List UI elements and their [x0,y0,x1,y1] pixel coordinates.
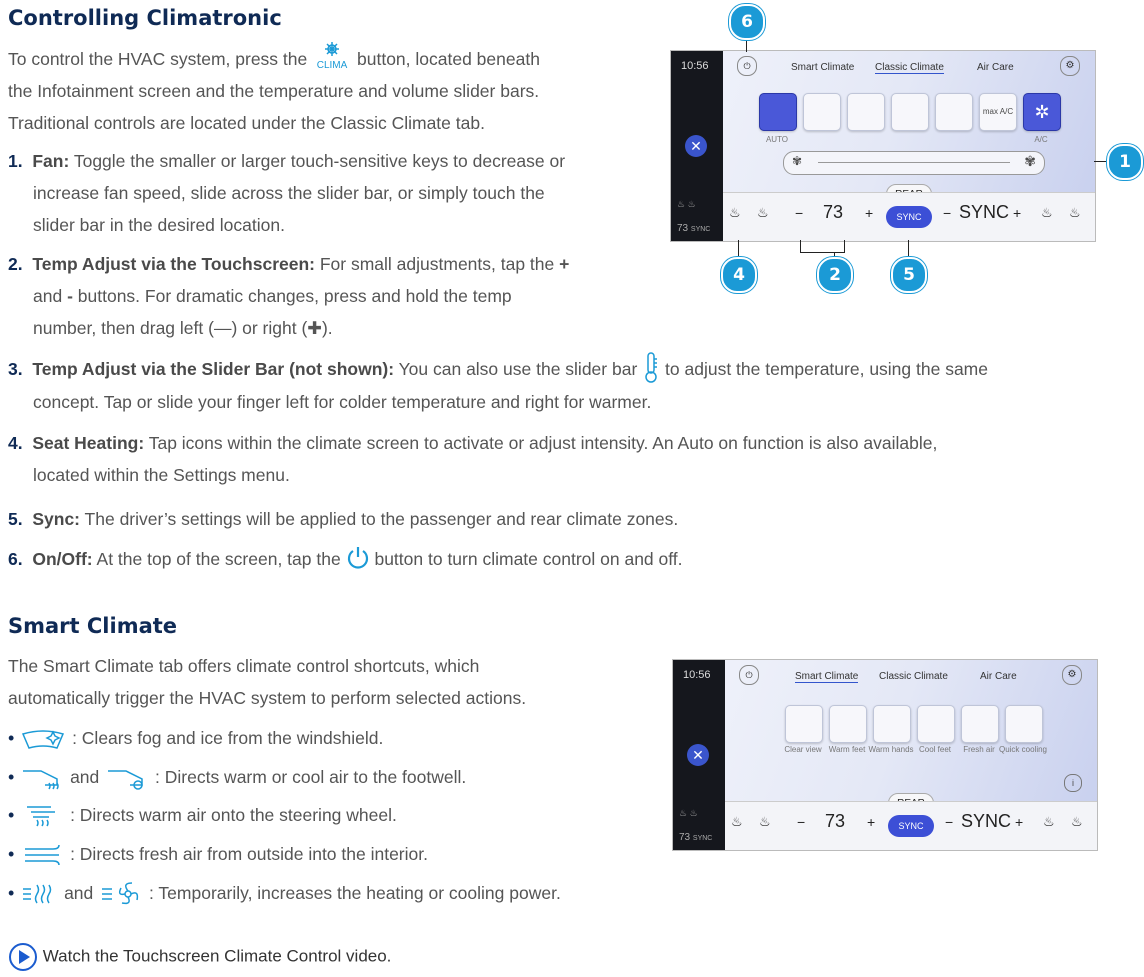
callout-1: 1 [1107,144,1143,180]
intro-paragraph: To control the HVAC system, press the CLIMA button, located beneath the Infotainment screen and the temperature and volume slider bars. Traditional controls are located under the Classic Climate tab. [8,43,658,139]
temp-plus-button[interactable]: + [867,814,876,830]
thermometer-icon [642,351,660,383]
seat-icons-left-2: ♨ ♨ [679,808,698,818]
callout-6: 6 [729,4,765,40]
fresh-air-icon [19,842,65,868]
play-icon[interactable] [8,942,38,972]
callout-2: 2 [817,257,853,293]
section-title-smart-climate: Smart Climate [8,614,178,638]
fan-large-icon: ✾ [1024,153,1036,169]
svg-text:CLIMA: CLIMA [316,60,348,72]
smart-climate-screen: 10:56 ✕ ♨ ♨ 73 SYNC ⏻ Smart Climate Classic Climate Air Care ⚙ Clear view Warm feet Warm hands Cool feet Fresh air Quick cooling i ♨ ♨ − 73 + SYNC − SYNC + ♨ ♨ [672,659,1098,851]
clock-2: 10:56 [683,669,711,681]
seat-icons-left: ♨ ♨ [677,199,696,209]
passenger-temp-minus[interactable]: − [945,814,954,830]
clear-view-button[interactable] [785,705,823,743]
close-icon[interactable]: ✕ [687,744,709,766]
settings-gear-icon[interactable]: ⚙ [1060,56,1080,76]
list-item-fan: 1. Fan: Toggle the smaller or larger touch-sensitive keys to decrease or increase fan speed, slide across the slider bar, or simply touch the slider bar in the desired location. [8,151,566,235]
seat-cool-driver-icon[interactable]: ♨ [757,205,769,220]
section-title-controlling: Controlling Climatronic [8,6,282,30]
tab-air-care[interactable]: Air Care [980,671,1017,682]
warm-feet-icon [19,765,65,791]
temp-plus-button[interactable]: + [865,205,874,221]
list-item-sync: 5. Sync: The driver’s settings will be applied to the passenger and rear climate zones. [8,509,679,529]
tab-smart-climate[interactable]: Smart Climate [795,671,859,682]
defrost-button[interactable] [803,93,841,131]
fresh-air-button[interactable] [961,705,999,743]
passenger-temp-minus[interactable]: − [943,205,952,221]
classic-climate-screen: 10:56 ✕ ♨ ♨ 73 SYNC ⏻ Smart Climate Classic Climate Air Care ⚙ AUTO max A/C ✲ A/C ✾ ✾ ♨ ♨ − 73 + SYNC − SYNC + ♨ ♨ [670,50,1096,242]
max-ac-button[interactable]: max A/C [979,93,1017,131]
temp-minus-button[interactable]: − [795,205,804,221]
clima-button-icon [312,41,352,71]
list-item-temp-slider: 3. Temp Adjust via the Slider Bar (not shown): You can also use the slider bar to adjust the temperature, using the same concept. Tap or slide your finger left for colder temperature and right for warmer. [8,353,1128,418]
seat-cool-driver-icon[interactable]: ♨ [759,814,771,829]
bullet-clear-view: • : Clears fog and ice from the windshield. [8,722,383,754]
bullet-quick-power: • and : Temporarily, increases the heating or cooling power. [8,877,561,909]
seat-cool-passenger-icon[interactable]: ♨ [1069,205,1081,220]
seat-heat-passenger-icon[interactable]: ♨ [1043,814,1055,829]
tab-classic-climate[interactable]: Classic Climate [879,671,948,682]
fan-auto-button[interactable] [759,93,797,131]
bullet-footwell: • and : Directs warm or cool air to the footwell. [8,761,466,793]
list-item-temp-touchscreen: 2. Temp Adjust via the Touchscreen: For small adjustments, tap the + and - buttons. For dramatic changes, press and hold the temp number, then drag left (—) or right (✚). [8,254,570,338]
driver-temp-value[interactable]: 73 [823,202,844,222]
bullet-fresh-air: • : Directs fresh air from outside into the interior. [8,838,428,870]
close-icon[interactable]: ✕ [685,135,707,157]
passenger-temp-plus[interactable]: + [1013,205,1022,221]
passenger-temp-plus[interactable]: + [1015,814,1024,830]
climate-tabs [723,51,1095,85]
cool-feet-icon [104,765,150,791]
list-item-on-off: 6. On/Off: At the top of the screen, tap the button to turn climate control on and off. [8,543,1128,575]
quick-cooling-icon [98,881,144,907]
driver-temp-value[interactable]: 73 [825,811,846,831]
quick-cooling-button[interactable] [1005,705,1043,743]
power-button[interactable]: ⏻ [737,56,757,76]
seat-cool-passenger-icon[interactable]: ♨ [1071,814,1083,829]
cool-feet-button[interactable] [917,705,955,743]
list-item-seat-heating: 4. Seat Heating: Tap icons within the climate screen to activate or adjust intensity. An Auto on function is also available, located within the Settings menu. [8,433,938,485]
tab-classic-climate[interactable]: Classic Climate [875,62,944,73]
passenger-sync-label: SYNC [961,811,1012,831]
video-link[interactable]: Watch the Touchscreen Climate Control video. [8,942,391,972]
seat-heat-driver-icon[interactable]: ♨ [729,205,741,220]
quick-heating-icon [19,881,59,907]
callout-4: 4 [721,257,757,293]
screen-sidebar: 10:56 ✕ ♨ ♨ 73 SYNC [671,51,723,241]
temperature-bar [723,192,1095,241]
ac-button[interactable]: ✲ [1023,93,1061,131]
recirculation-button[interactable] [935,93,973,131]
temperature-bar-2 [725,801,1097,850]
vent-lower-button[interactable] [891,93,929,131]
warm-hands-button[interactable] [873,705,911,743]
vent-upper-button[interactable] [847,93,885,131]
warm-feet-button[interactable] [829,705,867,743]
sync-button[interactable]: SYNC [888,815,934,837]
seat-heat-driver-icon[interactable]: ♨ [731,814,743,829]
windshield-defrost-icon [19,726,67,752]
screen-sidebar-2: 10:56 ✕ ♨ ♨ 73 SYNC [673,660,725,850]
power-button[interactable]: ⏻ [739,665,759,685]
clock: 10:56 [681,60,709,72]
climate-tabs-2 [725,660,1097,694]
callout-5: 5 [891,257,927,293]
temp-minus-button[interactable]: − [797,814,806,830]
fan-small-icon: ✾ [792,154,803,168]
settings-gear-icon[interactable]: ⚙ [1062,665,1082,685]
sync-button[interactable]: SYNC [886,206,932,228]
seat-heat-passenger-icon[interactable]: ♨ [1041,205,1053,220]
warm-hands-icon [19,803,65,829]
passenger-sync-label: SYNC [959,202,1010,222]
power-icon [346,545,370,569]
bullet-warm-hands: • : Directs warm air onto the steering wheel. [8,799,397,831]
fan-speed-slider[interactable] [783,151,1045,175]
info-icon[interactable]: i [1064,774,1082,792]
tab-smart-climate[interactable]: Smart Climate [791,62,855,73]
smart-climate-intro: The Smart Climate tab offers climate control shortcuts, which automatically trigger the HVAC system to perform selected actions. [8,656,527,708]
tab-air-care[interactable]: Air Care [977,62,1014,73]
